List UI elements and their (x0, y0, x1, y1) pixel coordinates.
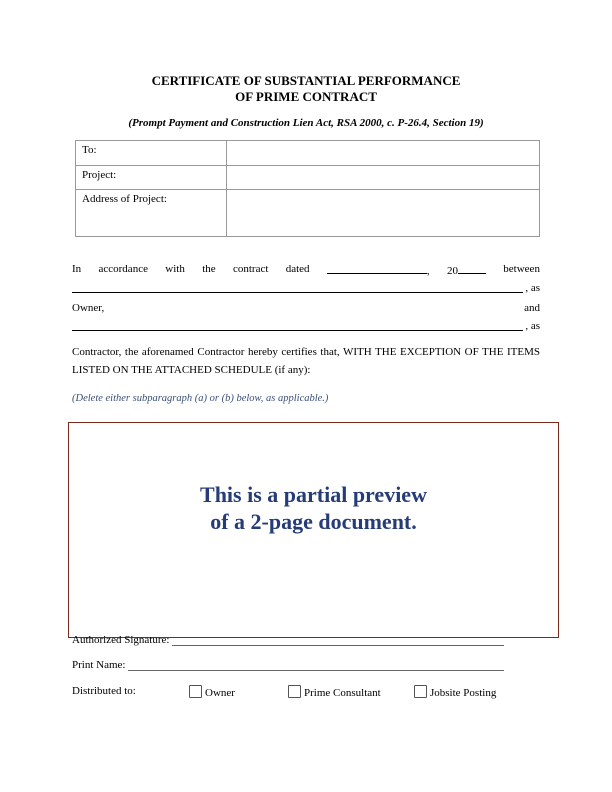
comma: , (426, 265, 430, 277)
word: dated (285, 263, 310, 275)
distributed-row (72, 685, 136, 697)
project-field[interactable] (227, 166, 540, 190)
contractor-line (72, 320, 540, 332)
title-line-1: CERTIFICATE OF SUBSTANTIAL PERFORMANCE (151, 73, 461, 88)
address-field[interactable] (227, 190, 540, 237)
and-text: and (524, 302, 540, 314)
contractor-field[interactable] (72, 320, 523, 331)
subtitle: (Prompt Payment and Construction Lien Act, RSA 2000, c. P-26.4, Section 19) (128, 117, 484, 129)
owner-text: Owner, (72, 302, 105, 314)
label-address: Address of Project: (76, 190, 227, 237)
to-field[interactable] (227, 141, 540, 166)
jobsite-posting-checkbox-option[interactable] (414, 685, 496, 699)
instruction-note: (Delete either subparagraph (a) or (b) below, as applicable.) (72, 393, 329, 404)
prime-consultant-checkbox-option[interactable] (288, 685, 381, 699)
owner-checkbox-option[interactable] (189, 685, 235, 699)
certify-paragraph: Contractor, the aforenamed Contractor hereby certifies that, WITH THE EXCEPTION OF THE ITEMS LISTED ON THE ATTACHED SCHEDULE (if any): (72, 346, 540, 376)
distributed-label: Distributed to: (72, 685, 136, 697)
owner-field[interactable] (72, 282, 523, 293)
option-label: Jobsite Posting (430, 687, 497, 699)
year-field[interactable] (458, 263, 486, 274)
word: the (202, 263, 216, 275)
signature-row (72, 634, 504, 646)
authorized-signature-field[interactable] (172, 635, 504, 646)
word: with (165, 263, 185, 275)
preview-line-1: This is a partial preview (200, 482, 427, 507)
owner-checkbox[interactable] (189, 685, 202, 698)
label-to: To: (76, 141, 227, 166)
preview-line-2: of a 2-page document. (210, 509, 417, 534)
contract-line (72, 263, 540, 277)
info-table (75, 140, 540, 237)
preview-notice (68, 422, 559, 638)
as-text: , as (525, 320, 540, 332)
option-label: Prime Consultant (304, 687, 381, 699)
word: between (503, 263, 540, 275)
owner-and-line (72, 302, 540, 314)
as-text: , as (525, 282, 540, 294)
year-prefix: 20 (446, 265, 458, 277)
label-project: Project: (76, 166, 227, 190)
print-name-label: Print Name: (72, 659, 126, 671)
word: In (72, 263, 82, 275)
print-name-row (72, 659, 504, 671)
date-field[interactable] (327, 263, 427, 274)
title-line-2: OF PRIME CONTRACT (235, 89, 377, 104)
jobsite-posting-checkbox[interactable] (414, 685, 427, 698)
word: accordance (98, 263, 148, 275)
prime-consultant-checkbox[interactable] (288, 685, 301, 698)
owner-line (72, 282, 540, 294)
print-name-field[interactable] (128, 660, 504, 671)
option-label: Owner (205, 687, 235, 699)
word: contract (232, 263, 269, 275)
authorized-signature-label: Authorized Signature: (72, 634, 170, 646)
